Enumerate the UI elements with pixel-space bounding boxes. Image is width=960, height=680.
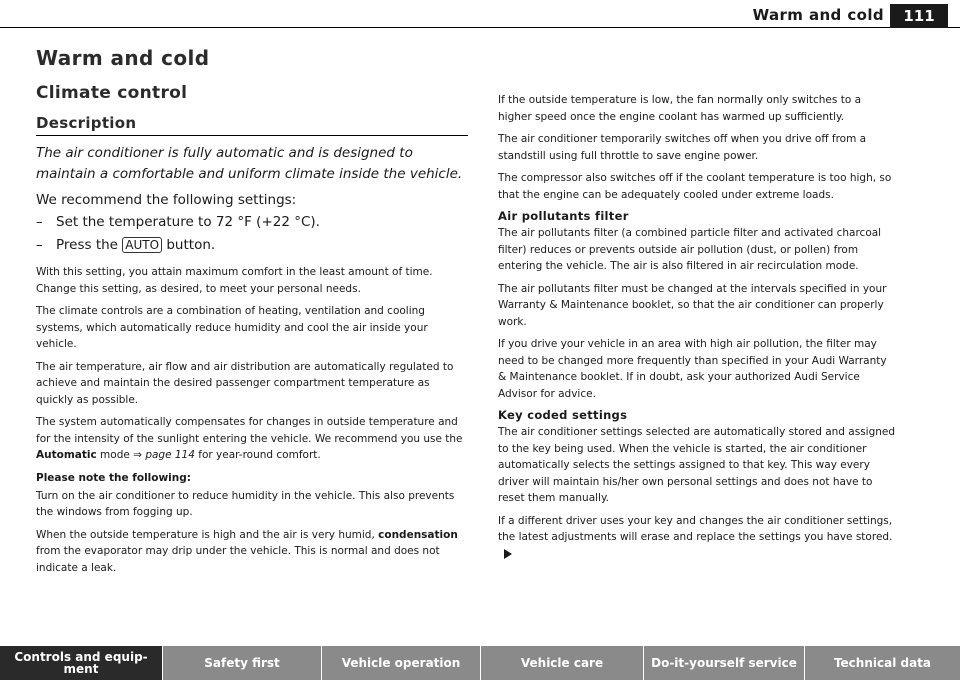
continue-arrow-icon <box>504 549 512 559</box>
paragraph: With this setting, you attain maximum comfort in the least amount of time. Change this setting, as desired, to meet your personal needs. <box>36 266 433 295</box>
paragraph: The compressor also switches off if the coolant temperature is too high, so that the engine can be adequately cooled under extreme loads. <box>498 172 892 201</box>
tab-vehicle-operation[interactable]: Vehicle operation <box>322 646 480 680</box>
tab-safety-first[interactable]: Safety first <box>163 646 321 680</box>
page-reference-link[interactable]: page 114 <box>145 449 195 461</box>
subsection-title: Description <box>36 114 468 136</box>
paragraph: When the outside temperature is high and the air is very humid, condensation from the evaporator may drip under the vehicle. This is normal and does not indicate a leak. <box>36 528 458 574</box>
section-title: Climate control <box>36 83 188 103</box>
tab-vehicle-care[interactable]: Vehicle care <box>481 646 643 680</box>
recommend-text: We recommend the following settings: <box>36 192 297 208</box>
tab-technical-data[interactable]: Technical data <box>805 646 960 680</box>
left-column <box>36 46 468 582</box>
paragraph: If a different driver uses your key and changes the air conditioner settings, the latest adjustments will erase and replace the settings you have stored. <box>498 513 898 563</box>
paragraph: The system automatically compensates for changes in outside temperature and for the intensity of the sunlight entering the vehicle. We recommend you use the Automatic mode ⇒ page 114 for year-round comfort. <box>36 416 463 461</box>
heading-key-coded-settings: Key coded settings <box>498 408 628 422</box>
paragraph: The air pollutants filter must be changed at the intervals specified in your Warranty & Maintenance booklet, so that the air conditioner can properly work. <box>498 282 887 328</box>
tab-controls-and-equipment[interactable]: Controls and equip- ment <box>0 646 162 680</box>
running-header: Warm and cold <box>752 6 884 24</box>
header-rule <box>0 27 960 28</box>
note-title: Please note the following: <box>36 471 191 484</box>
paragraph: The climate controls are a combination of heating, ventilation and cooling systems, which automatically reduce humidity and cool the air inside your vehicle. <box>36 305 428 350</box>
step-item: – Set the temperature to 72 °F (+22 °C). <box>36 214 320 230</box>
auto-key-symbol: AUTO <box>122 237 162 253</box>
paragraph: The air conditioner settings selected are automatically stored and assigned to the key being used. When the vehicle is started, the air conditioner automatically selects the settings assigned to that key. This way every driver will maintain his/her own personal settings and does not have to reset them manually. <box>498 426 896 504</box>
paragraph: If you drive your vehicle in an area with high air pollution, the filter may need to be changed more frequently than specified in your Audi Warranty & Maintenance booklet. If in doubt, ask your authorized Audi Service Advisor for advice. <box>498 338 887 400</box>
chapter-title: Warm and cold <box>36 46 210 70</box>
page-number: 111 <box>890 4 948 28</box>
paragraph: Turn on the air conditioner to reduce humidity in the vehicle. This also prevents the windows from fogging up. <box>36 489 455 518</box>
lead-text: The air conditioner is fully automatic and is designed to maintain a comfortable and uniform climate inside the vehicle. <box>36 145 463 182</box>
right-column <box>498 92 898 568</box>
paragraph: If the outside temperature is low, the fan normally only switches to a higher speed once the engine coolant has warmed up sufficiently. <box>498 94 862 123</box>
chapter-nav <box>0 646 960 680</box>
heading-air-pollutants-filter: Air pollutants filter <box>498 209 629 223</box>
paragraph: The air pollutants filter (a combined particle filter and activated charcoal filter) reduces or prevents outside air pollution (dust, or pollen) from entering the vehicle. The air is also filtered in air recirculation mode. <box>498 227 882 272</box>
paragraph: The air temperature, air flow and air distribution are automatically regulated to achieve and maintain the desired passenger compartment temperature as quickly as possible. <box>36 360 454 406</box>
step-item: – Press the AUTO button. <box>36 237 216 253</box>
paragraph: The air conditioner temporarily switches off when you drive off from a standstill using full throttle to save engine power. <box>498 133 867 162</box>
tab-do-it-yourself-service[interactable]: Do-it-yourself service <box>644 646 804 680</box>
